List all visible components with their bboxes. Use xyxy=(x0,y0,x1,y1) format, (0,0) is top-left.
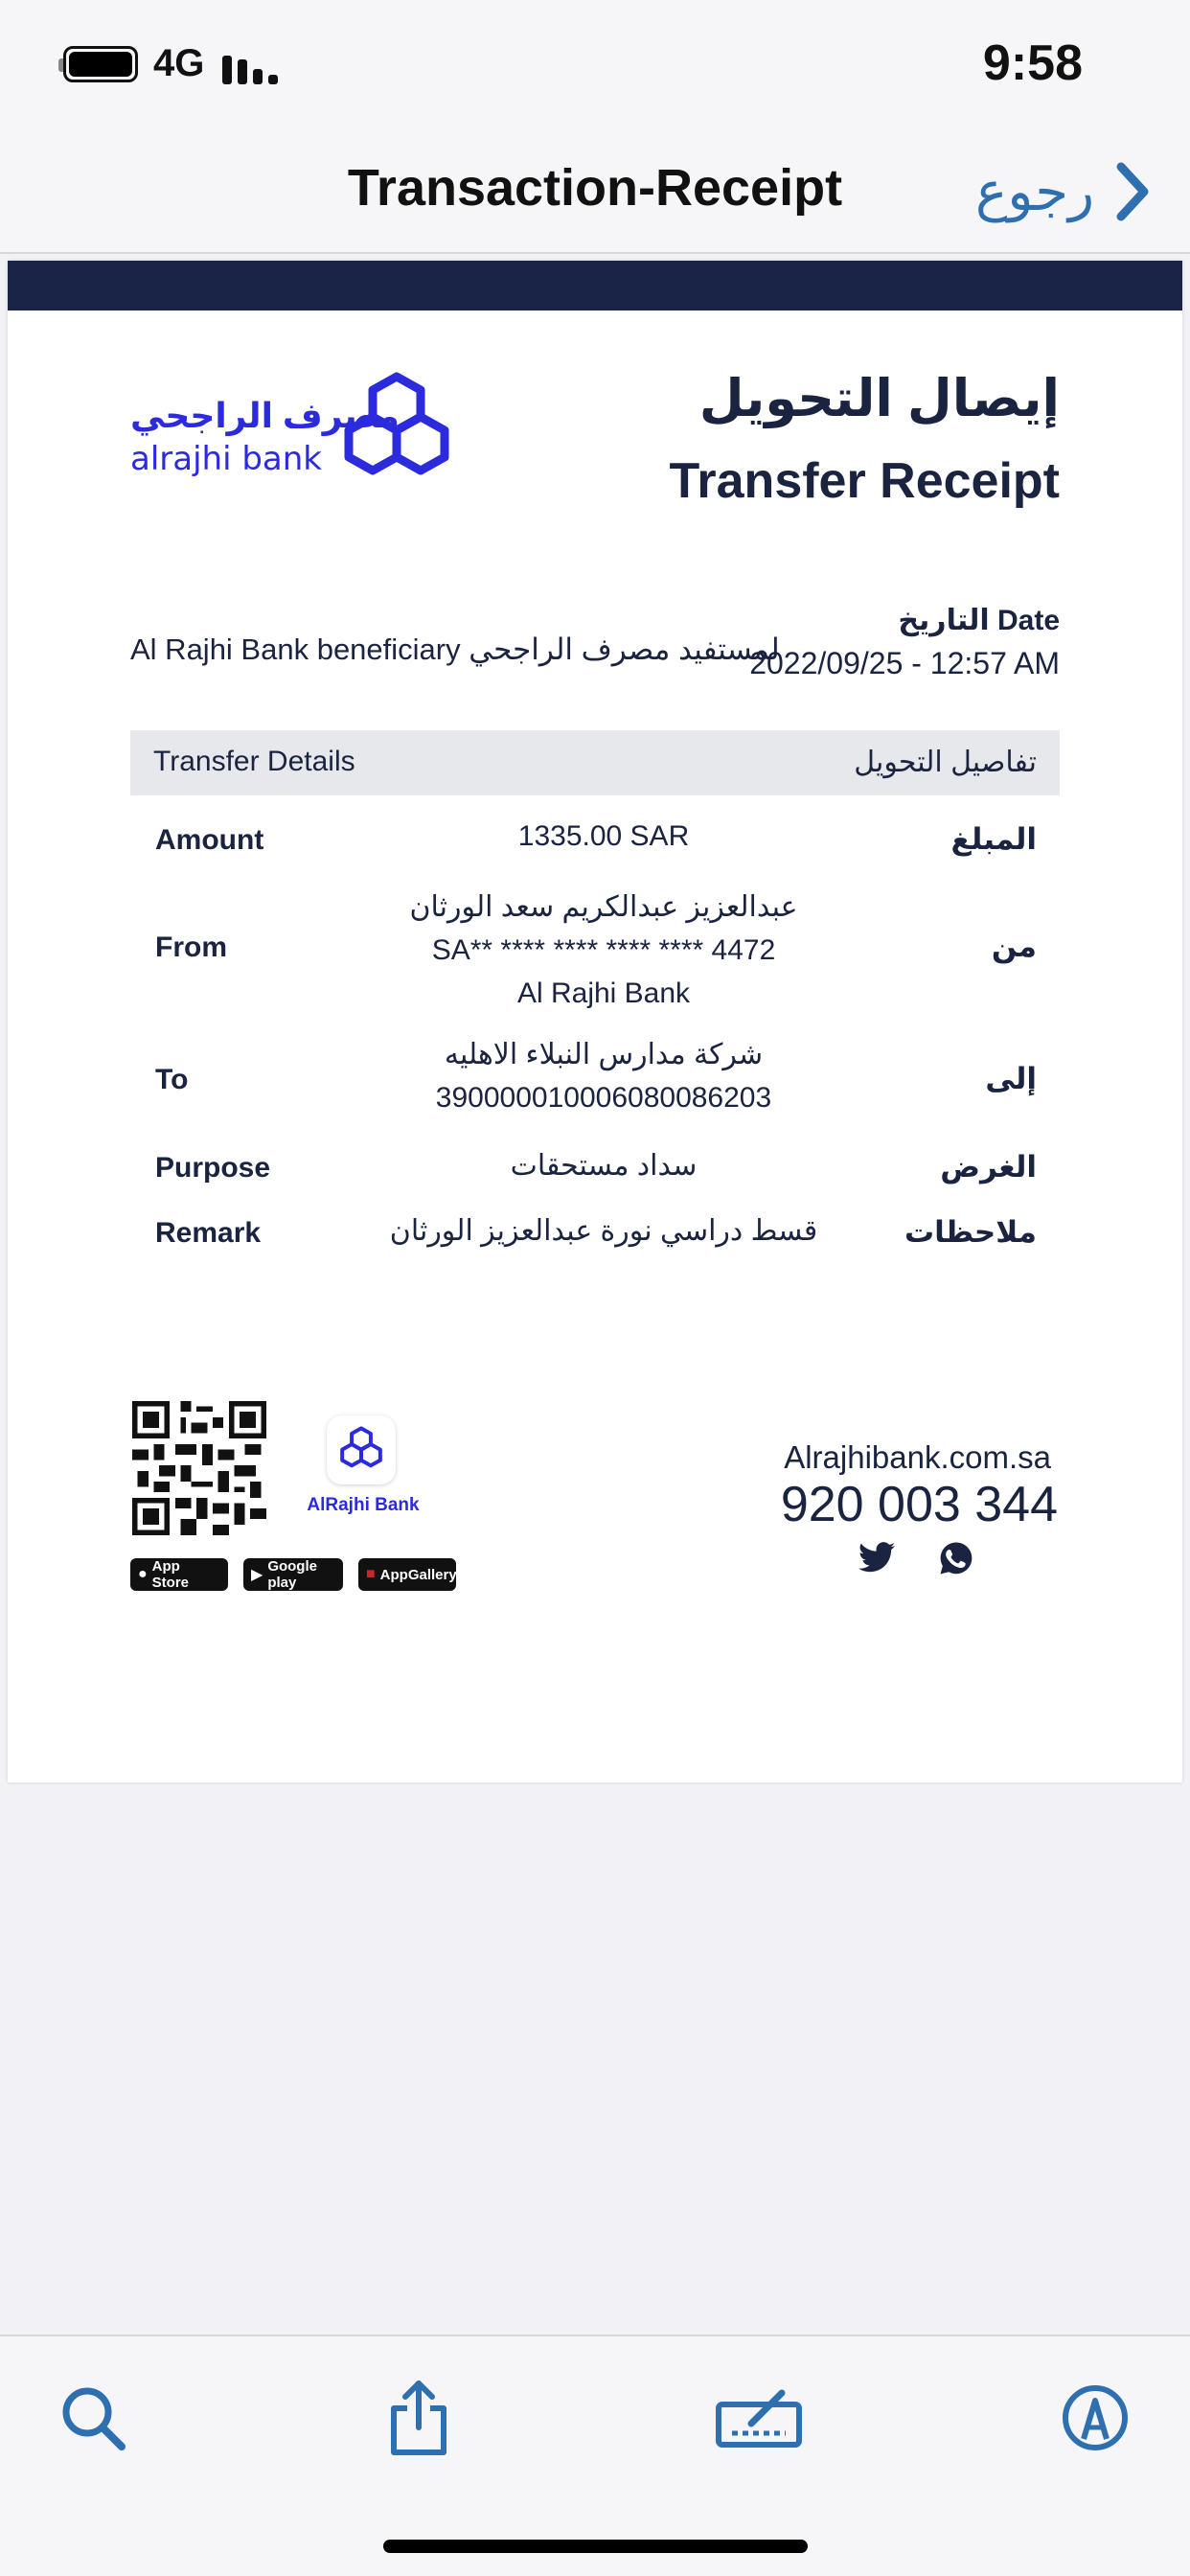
apple-icon: ● xyxy=(138,1566,148,1582)
nav-bar xyxy=(0,129,1190,254)
logo-text-arabic: مصرف الراجحي xyxy=(130,396,400,435)
remark-value: قسط دراسي نورة عبدالعزيز الورثان xyxy=(389,1215,818,1247)
amount-label: Amount xyxy=(155,824,264,856)
qr-code-icon xyxy=(132,1401,266,1535)
signature-button[interactable] xyxy=(713,2375,805,2461)
purpose-label-arabic: الغرض xyxy=(940,1150,1037,1184)
app-gallery-badge[interactable] xyxy=(358,1558,456,1591)
website-link[interactable]: Alrajhibank.com.sa xyxy=(784,1439,1051,1475)
google-play-badge[interactable] xyxy=(243,1558,343,1591)
date-value: 2022/09/25 - 12:57 AM xyxy=(749,646,1060,680)
date-label: التاريخ Date xyxy=(898,605,1060,636)
search-icon xyxy=(58,2383,127,2452)
play-icon: ▶ xyxy=(251,1567,263,1583)
logo-text-english: alrajhi bank xyxy=(130,440,322,478)
whatsapp-icon[interactable] xyxy=(939,1541,973,1576)
signal-icon xyxy=(222,48,280,84)
amount-value: 1335.00 SAR xyxy=(517,820,690,852)
back-button[interactable] xyxy=(975,153,1152,230)
search-button[interactable] xyxy=(50,2375,136,2461)
to-name: شركة مدارس النبلاء الاهليه xyxy=(444,1039,764,1070)
signature-icon xyxy=(715,2387,803,2449)
purpose-value: سداد مستحقات xyxy=(510,1150,698,1182)
alrajhi-logo-icon xyxy=(336,371,457,492)
transfer-receipt xyxy=(8,261,1182,1782)
receipt-title-arabic: إيصال التحويل xyxy=(698,370,1060,427)
app-store-label: App Store xyxy=(151,1558,190,1591)
page-title: Transaction-Receipt xyxy=(347,159,843,217)
to-label: To xyxy=(155,1064,189,1095)
status-bar xyxy=(0,0,1190,129)
amount-label-arabic: المبلغ xyxy=(950,822,1037,856)
from-name: عبدالعزيز عبدالكريم سعد الورثان xyxy=(409,891,798,923)
receipt-title-english: Transfer Receipt xyxy=(669,453,1060,509)
to-account: 390000010006080086203 xyxy=(435,1082,772,1114)
to-label-arabic: إلى xyxy=(985,1062,1037,1095)
transfer-details-header xyxy=(130,730,1060,795)
markup-pen-icon xyxy=(1061,2383,1130,2452)
alrajhi-logo-small-icon xyxy=(337,1426,385,1474)
details-header-arabic: تفاصيل التحويل xyxy=(854,747,1037,778)
share-button[interactable] xyxy=(376,2375,462,2461)
from-label: From xyxy=(155,932,227,963)
remark-label-arabic: ملاحظات xyxy=(904,1215,1037,1249)
from-label-arabic: من xyxy=(991,930,1037,963)
alrajhi-logo xyxy=(130,371,466,505)
app-store-badge[interactable] xyxy=(130,1558,228,1591)
beneficiary-type: Al Rajhi Bank beneficiary لمستفيد مصرف الراجحي xyxy=(130,632,780,666)
chevron-right-icon xyxy=(1113,161,1152,222)
google-play-label: Google play xyxy=(267,1558,317,1591)
from-account: SA** **** **** **** **** 4472 xyxy=(431,934,776,966)
twitter-icon[interactable] xyxy=(858,1541,895,1574)
from-bank: Al Rajhi Bank xyxy=(516,978,691,1009)
app-name: AlRajhi Bank xyxy=(307,1495,420,1515)
purpose-label: Purpose xyxy=(155,1152,271,1184)
status-time: 9:58 xyxy=(982,35,1083,91)
phone-number[interactable]: 920 003 344 xyxy=(780,1477,1058,1532)
network-type: 4G xyxy=(153,42,205,84)
app-gallery-label: AppGallery xyxy=(379,1566,457,1583)
details-header-english: Transfer Details xyxy=(153,746,355,777)
home-indicator xyxy=(383,2540,808,2553)
markup-button[interactable] xyxy=(1052,2375,1138,2461)
share-icon xyxy=(384,2380,453,2456)
back-button-label: رجوع xyxy=(974,161,1094,221)
receipt-header-band xyxy=(8,261,1182,310)
alrajhi-app-icon[interactable] xyxy=(327,1415,396,1484)
remark-label: Remark xyxy=(155,1217,262,1249)
battery-icon xyxy=(63,46,138,82)
huawei-icon: ■ xyxy=(366,1566,376,1582)
bottom-toolbar xyxy=(0,2334,1190,2576)
